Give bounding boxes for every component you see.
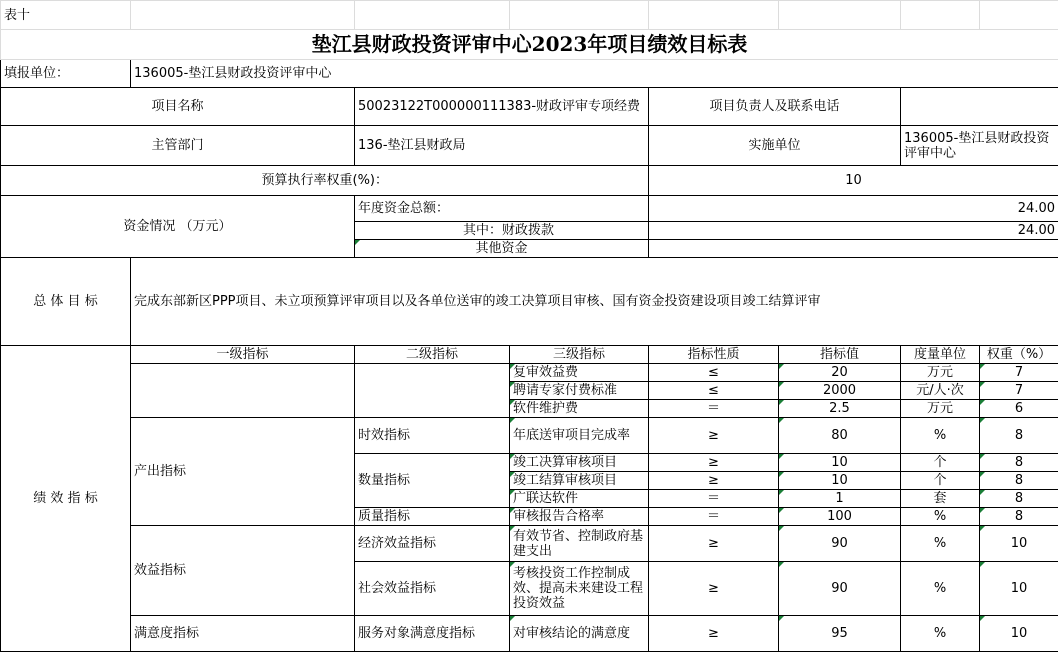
indicator-value: 2000 <box>779 382 901 400</box>
indicator-value: 90 <box>779 526 901 562</box>
indicator-weight: 7 <box>980 364 1058 382</box>
indicator-name: 广联达软件 <box>510 490 649 508</box>
indicator-op: ≥ <box>649 616 779 652</box>
indicator-unit: % <box>901 562 980 616</box>
level2-blank <box>355 364 510 418</box>
indicator-value: 100 <box>779 508 901 526</box>
indicator-weight: 6 <box>980 400 1058 418</box>
indicator-weight: 10 <box>980 616 1058 652</box>
level2-service: 服务对象满意度指标 <box>355 616 510 652</box>
indicator-op: ≤ <box>649 382 779 400</box>
indicator-weight: 7 <box>980 382 1058 400</box>
contact-label: 项目负责人及联系电话 <box>649 88 901 126</box>
indicator-op: ≥ <box>649 418 779 454</box>
indicator-value: 1 <box>779 490 901 508</box>
indicator-name: 聘请专家付费标准 <box>510 382 649 400</box>
level1-output: 产出指标 <box>131 418 355 526</box>
header-level2: 二级指标 <box>355 346 510 364</box>
indicator-weight: 8 <box>980 418 1058 454</box>
indicator-name: 对审核结论的满意度 <box>510 616 649 652</box>
header-level3: 三级指标 <box>510 346 649 364</box>
impl-label: 实施单位 <box>649 126 901 166</box>
indicator-unit: 个 <box>901 472 980 490</box>
goal-text: 完成东部新区PPP项目、未立项预算评审项目以及各单位送审的竣工决算项目审核、国有资金投资建设项目竣工结算评审 <box>131 258 1058 346</box>
indicator-value: 2.5 <box>779 400 901 418</box>
level2-economic: 经济效益指标 <box>355 526 510 562</box>
project-name-label: 项目名称 <box>1 88 355 126</box>
indicator-name: 竣工结算审核项目 <box>510 472 649 490</box>
indicator-unit: % <box>901 526 980 562</box>
indicator-value: 10 <box>779 472 901 490</box>
indicator-weight: 8 <box>980 454 1058 472</box>
indicator-value: 90 <box>779 562 901 616</box>
indicator-op: ＝ <box>649 508 779 526</box>
indicator-name: 考核投资工作控制成效、提高未来建设工程投资效益 <box>510 562 649 616</box>
project-name: 50023122T000000111383-财政评审专项经费 <box>355 88 649 126</box>
fund-label: 资金情况 （万元） <box>1 196 355 258</box>
dept-label: 主管部门 <box>1 126 355 166</box>
fund-fiscal-value: 24.00 <box>649 222 1058 240</box>
indicator-unit: 万元 <box>901 400 980 418</box>
level1-satisfaction: 满意度指标 <box>131 616 355 652</box>
indicator-unit: 套 <box>901 490 980 508</box>
indicator-weight: 8 <box>980 472 1058 490</box>
level2-quantity: 数量指标 <box>355 454 510 508</box>
header-nature: 指标性质 <box>649 346 779 364</box>
indicator-value: 95 <box>779 616 901 652</box>
indicator-weight: 10 <box>980 526 1058 562</box>
indicator-name: 有效节省、控制政府基建支出 <box>510 526 649 562</box>
indicator-op: ≥ <box>649 526 779 562</box>
sheet-label: 表十 <box>1 1 131 30</box>
indicator-name: 年底送审项目完成率 <box>510 418 649 454</box>
indicator-unit: 元/人·次 <box>901 382 980 400</box>
header-weight: 权重（%） <box>980 346 1058 364</box>
weight-value: 10 <box>649 166 1058 196</box>
level1-blank <box>131 364 355 418</box>
indicator-op: ≤ <box>649 364 779 382</box>
indicator-name: 软件维护费 <box>510 400 649 418</box>
impl-value: 136005-垫江县财政投资评审中心 <box>901 126 1058 166</box>
goal-label: 总 体 目 标 <box>1 258 131 346</box>
fund-total-value: 24.00 <box>649 196 1058 222</box>
reporting-unit-label: 填报单位： <box>1 60 131 88</box>
level2-social: 社会效益指标 <box>355 562 510 616</box>
indicator-unit: % <box>901 508 980 526</box>
indicator-op: ＝ <box>649 490 779 508</box>
indicator-unit: 个 <box>901 454 980 472</box>
indicator-value: 20 <box>779 364 901 382</box>
sheet-title: 垫江县财政投资评审中心2023年项目绩效目标表 <box>1 30 1058 60</box>
indicator-unit: 万元 <box>901 364 980 382</box>
fund-fiscal-label: 其中：财政拨款 <box>355 222 649 240</box>
dept-value: 136-垫江县财政局 <box>355 126 649 166</box>
indicator-op: ≥ <box>649 472 779 490</box>
indicator-weight: 8 <box>980 490 1058 508</box>
indicator-value: 10 <box>779 454 901 472</box>
indicator-name: 复审效益费 <box>510 364 649 382</box>
indicator-unit: % <box>901 616 980 652</box>
header-unit: 度量单位 <box>901 346 980 364</box>
fund-other-value <box>649 240 1058 258</box>
header-level1: 一级指标 <box>131 346 355 364</box>
level2-timeliness: 时效指标 <box>355 418 510 454</box>
indicator-op: ＝ <box>649 400 779 418</box>
level1-benefit: 效益指标 <box>131 526 355 616</box>
contact-value <box>901 88 1058 126</box>
indicator-value: 80 <box>779 418 901 454</box>
reporting-unit: 136005-垫江县财政投资评审中心 <box>131 60 1058 88</box>
weight-label: 预算执行率权重(%)： <box>1 166 649 196</box>
fund-total-label: 年度资金总额： <box>355 196 649 222</box>
indicator-weight: 8 <box>980 508 1058 526</box>
indicator-unit: % <box>901 418 980 454</box>
indicator-op: ≥ <box>649 454 779 472</box>
indicator-name: 审核报告合格率 <box>510 508 649 526</box>
indicator-weight: 10 <box>980 562 1058 616</box>
fund-other-label: 其他资金 <box>355 240 649 258</box>
header-value: 指标值 <box>779 346 901 364</box>
level2-quality: 质量指标 <box>355 508 510 526</box>
indicator-name: 竣工决算审核项目 <box>510 454 649 472</box>
indicator-op: ≥ <box>649 562 779 616</box>
indicators-label: 绩 效 指 标 <box>1 346 131 652</box>
